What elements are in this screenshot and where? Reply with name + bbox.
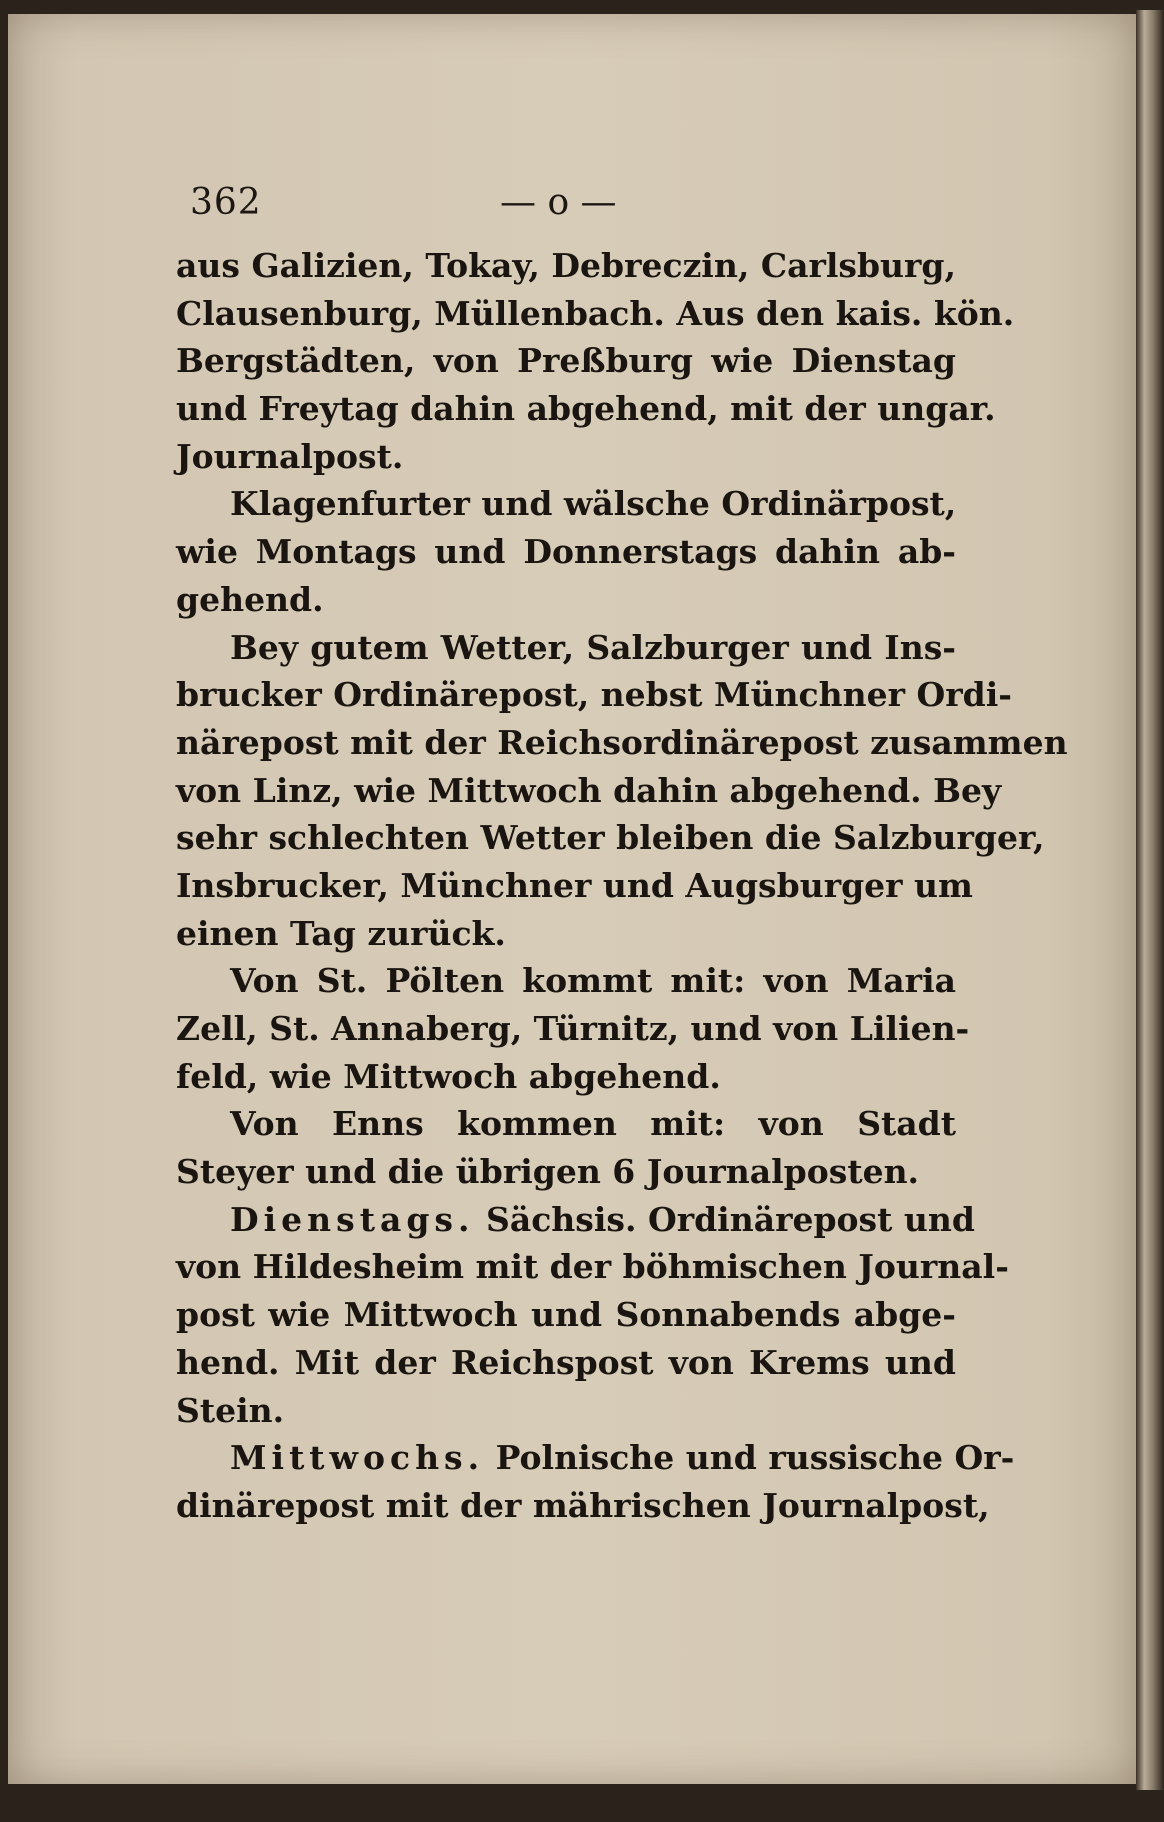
text-line: gehend. [176, 579, 324, 619]
text-line [176, 1434, 1015, 1482]
paragraph [176, 480, 956, 623]
text-line-rest: Polnische und russische Or- [484, 1438, 1015, 1478]
text-line: von Linz, wie Mittwoch dahin abgehend. Bey [176, 770, 1002, 810]
text-line: närepost mit der Reichsordinärepost zusammen [176, 722, 1068, 762]
text-line: wie Montags und Donnerstags dahin ab- [176, 532, 956, 572]
text-line: Klagenfurter und wälsche Ordinärpost, [230, 484, 957, 524]
text-line: Journalpost. [176, 436, 404, 476]
day-heading: Mittwochs. [230, 1438, 485, 1478]
text-line: von Hildesheim mit der böhmischen Journal- [176, 1247, 1009, 1287]
running-head: — o — [500, 182, 617, 223]
text-line: Bey gutem Wetter, Salzburger und Ins- [230, 627, 956, 667]
text-line [176, 1196, 975, 1244]
text-line: feld, wie Mittwoch abgehend. [176, 1056, 721, 1096]
text-line: Bergstädten, von Preßburg wie Dienstag [176, 341, 956, 381]
text-line: aus Galizien, Tokay, Debreczin, Carlsburg, [176, 246, 956, 285]
text-line: hend. Mit der Reichspost von Krems und [176, 1342, 956, 1382]
paragraph [176, 1196, 1009, 1434]
text-line: Zell, St. Annaberg, Türnitz, und von Lilien- [176, 1009, 970, 1048]
text-line-rest: Sächsis. Ordinärepost und [474, 1199, 975, 1239]
text-line: Von St. Pölten kommt mit: von Maria [230, 961, 956, 1001]
text-line: Stein. [176, 1390, 285, 1430]
text-line: und Freytag dahin abgehend, mit der ungar. [176, 389, 996, 429]
day-heading: Dienstags. [230, 1199, 475, 1239]
paragraph [176, 957, 970, 1100]
page-edge [1136, 10, 1164, 1790]
paragraph [176, 242, 1015, 480]
text-line: Von Enns kommen mit: von Stadt [230, 1104, 956, 1144]
text-line: Steyer und die übrigen 6 Journalposten. [176, 1152, 920, 1192]
body-text [176, 242, 1068, 1530]
text-line: einen Tag zurück. [176, 913, 506, 953]
page-header [190, 182, 960, 232]
text-line: sehr schlechten Wetter bleiben die Salzburger, [176, 818, 1045, 858]
text-line: Insbrucker, Münchner und Augsburger um [176, 865, 973, 905]
text-line: dinärepost mit der mährischen Journalpost, [176, 1485, 990, 1525]
text-line: post wie Mittwoch und Sonnabends abge- [176, 1295, 956, 1335]
text-line: brucker Ordinärepost, nebst Münchner Ordi- [176, 675, 1012, 715]
paragraph [176, 624, 1068, 958]
paragraph [176, 1100, 956, 1195]
paragraph [176, 1434, 1015, 1529]
text-line: Clausenburg, Müllenbach. Aus den kais. kön. [176, 293, 1015, 333]
page-number: 362 [190, 182, 262, 223]
